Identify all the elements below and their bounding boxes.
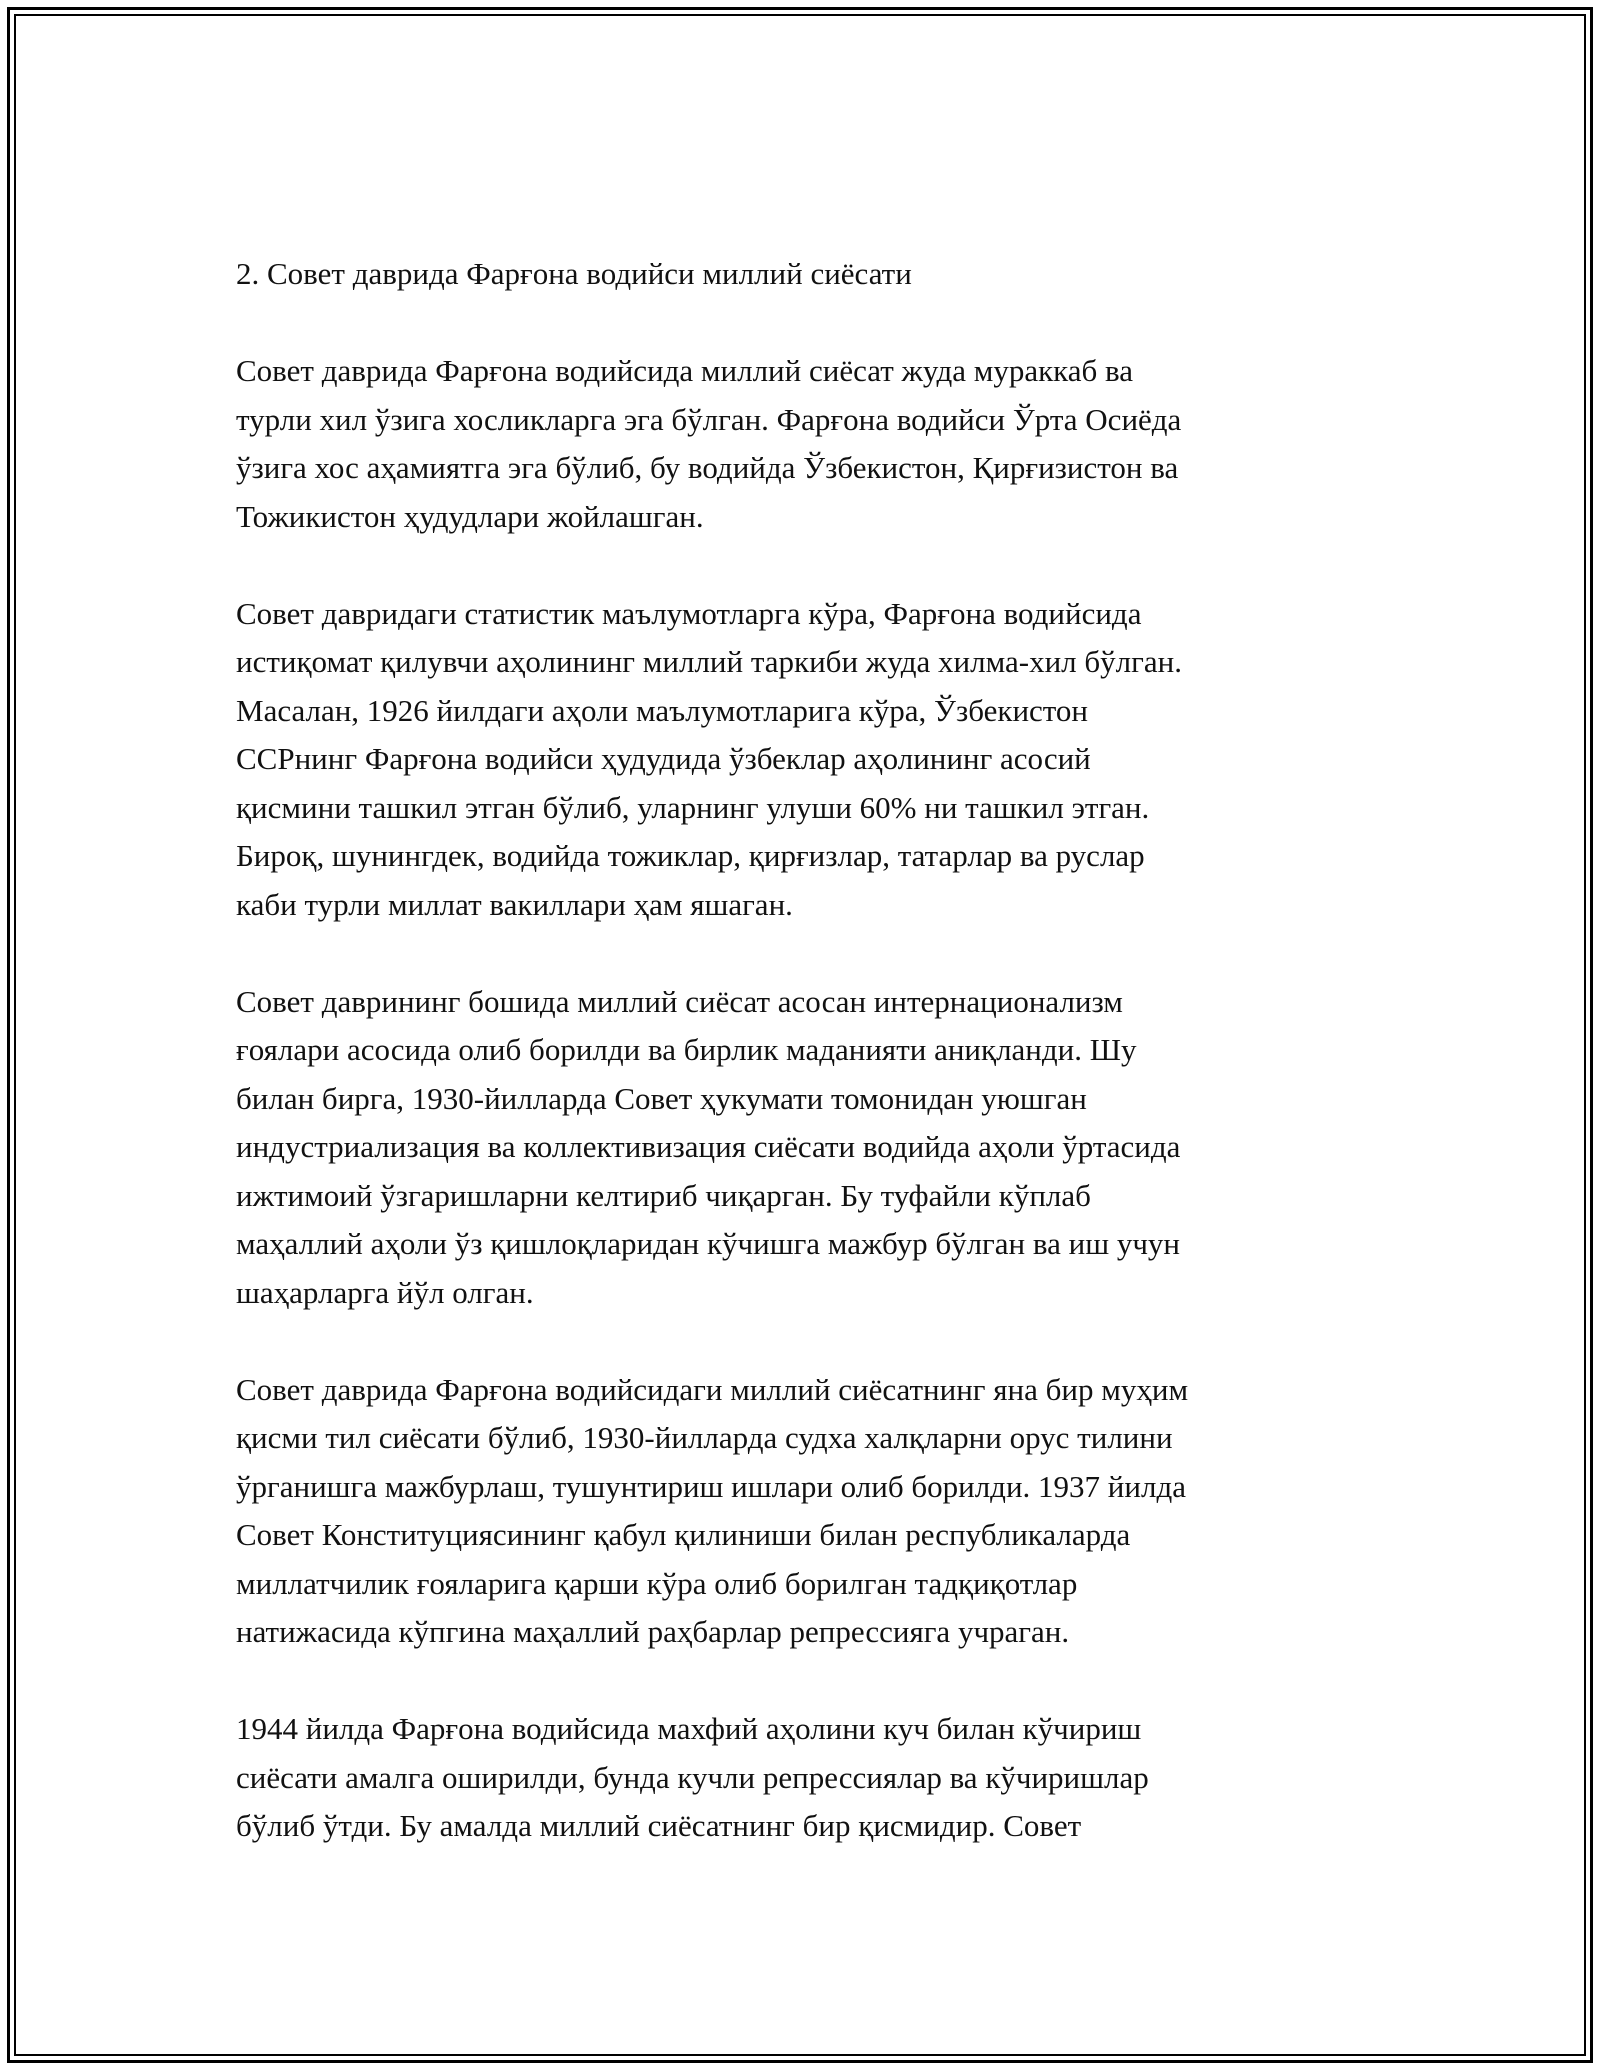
paragraph-1 bbox=[236, 347, 1386, 541]
paragraph-line: сиёсати амалга оширилди, бунда кучли репрессиялар ва кўчиришлар bbox=[236, 1759, 1149, 1795]
document-heading: 2. Совет даврида Фарғона водийси миллий сиёсати bbox=[236, 256, 912, 291]
paragraph-line: қисмини ташкил этган бўлиб, уларнинг улуши 60% ни ташкил этган. bbox=[236, 789, 1150, 825]
paragraph-line: Совет даврида Фарғона водийсидаги миллий сиёсатнинг яна бир муҳим bbox=[236, 1371, 1189, 1407]
paragraph-line: Тожикистон ҳудудлари жойлашган. bbox=[236, 498, 704, 534]
paragraph-line: 1944 йилда Фарғона водийсида махфий аҳолини куч билан кўчириш bbox=[236, 1711, 1142, 1746]
paragraph-line: Совет давридаги статистик маълумотларга кўра, Фарғона водийсида bbox=[236, 595, 1142, 631]
paragraph-line: Совет даврида Фарғона водийсида миллий сиёсат жуда мураккаб ва bbox=[236, 353, 1134, 388]
paragraph-line: ўзига хос аҳамиятга эга бўлиб, бу водийда Ўзбекистон, Қирғизистон ва bbox=[236, 450, 1179, 485]
paragraph-line: миллатчилик ғояларига қарши кўра олиб борилган тадқиқотлар bbox=[236, 1565, 1078, 1601]
paragraph-line: билан бирга, 1930-йилларда Совет ҳукумати томонидан уюшган bbox=[236, 1080, 1087, 1116]
paragraph-line: истиқомат қилувчи аҳолининг миллий таркиби жуда хилма-хил бўлган. bbox=[236, 644, 1182, 679]
paragraph-line: ССРнинг Фарғона водийси ҳудудида ўзбеклар аҳолининг асосий bbox=[236, 741, 1091, 776]
paragraph-list bbox=[236, 347, 1386, 1851]
paragraph-line: шаҳарларга йўл олган. bbox=[236, 1274, 534, 1310]
paragraph-2 bbox=[236, 590, 1386, 930]
paragraph-line: натижасида кўпгина маҳаллий раҳбарлар репрессияга учраган. bbox=[236, 1614, 1070, 1649]
document-body bbox=[236, 250, 1386, 1899]
paragraph-line: ижтимоий ўзгаришларни келтириб чиқарган. Бу туфайли кўплаб bbox=[236, 1177, 1091, 1213]
paragraph-line: индустриализация ва коллективизация сиёсати водийда аҳоли ўртасида bbox=[236, 1129, 1181, 1164]
paragraph-line: Совет Конституциясининг қабул қилиниши билан республикаларда bbox=[236, 1517, 1131, 1552]
paragraph-line: каби турли миллат вакиллари ҳам яшаган. bbox=[236, 886, 793, 922]
paragraph-line: бўлиб ўтди. Бу амалда миллий сиёсатнинг бир қисмидир. Совет bbox=[236, 1808, 1082, 1843]
paragraph-3 bbox=[236, 978, 1386, 1318]
paragraph-line: Совет даврининг бошида миллий сиёсат асосан интернационализм bbox=[236, 983, 1123, 1019]
paragraph-line: турли хил ўзига хосликларга эга бўлган. Фарғона водийси Ўрта Осиёда bbox=[236, 401, 1182, 437]
paragraph-line: маҳаллий аҳоли ўз қишлоқларидан кўчишга мажбур бўлган ва иш учун bbox=[236, 1226, 1181, 1261]
paragraph-line: Бироқ, шунингдек, водийда тожиклар, қирғизлар, татарлар ва руслар bbox=[236, 838, 1145, 873]
paragraph-line: ўрганишга мажбурлаш, тушунтириш ишлари олиб борилди. 1937 йилда bbox=[236, 1468, 1186, 1504]
paragraph-4 bbox=[236, 1366, 1386, 1657]
paragraph-line: Масалан, 1926 йилдаги аҳоли маълумотларига кўра, Ўзбекистон bbox=[236, 692, 1089, 728]
paragraph-line: ғоялари асосида олиб борилди ва бирлик маданияти аниқланди. Шу bbox=[236, 1032, 1137, 1067]
paragraph-5 bbox=[236, 1705, 1386, 1851]
paragraph-line: қисми тил сиёсати бўлиб, 1930-йилларда судха халқларни орус тилини bbox=[236, 1420, 1173, 1455]
